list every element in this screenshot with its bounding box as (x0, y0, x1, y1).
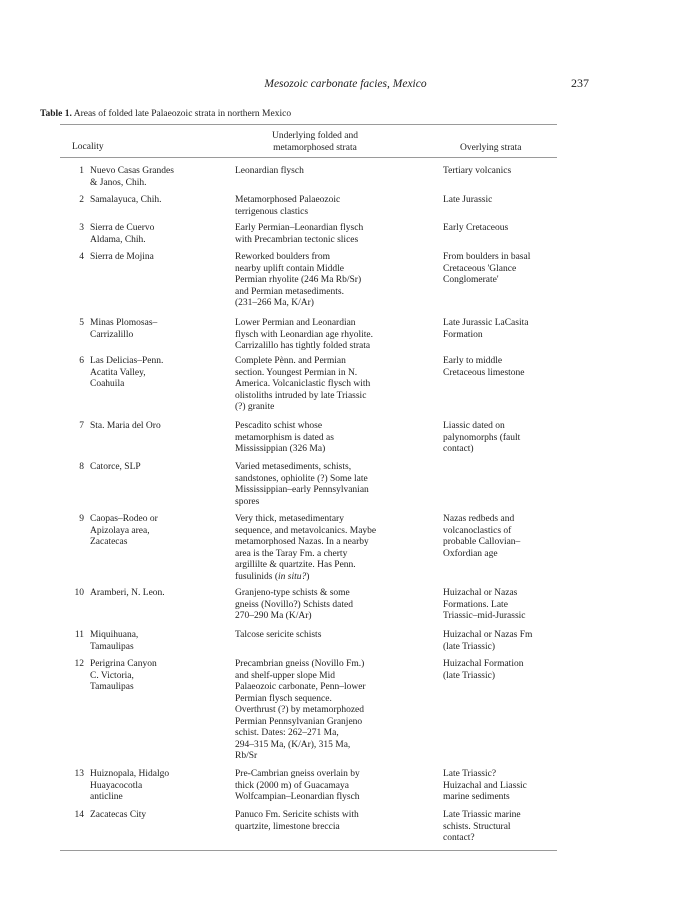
underlying-strata-cell: Lower Permian and Leonardian flysch with Leonardian age rhyolite. Carrizalillo has tightly folded strata (235, 318, 373, 351)
row-number: 14 (74, 810, 84, 820)
locality-cell: Nuevo Casas Grandes & Janos, Chih. (90, 166, 174, 188)
locality-cell: Caopas–Rodeo or Apizolaya area, Zacatecas (90, 514, 158, 547)
column-header-locality: Locality (72, 142, 104, 152)
overlying-strata-cell: Late Triassic marine schists. Structural contact? (443, 810, 521, 843)
locality-cell: Zacatecas City (90, 810, 147, 820)
locality-cell: Sierra de Mojina (90, 252, 154, 262)
table-caption-text: Areas of folded late Palaeozoic strata in northern Mexico (73, 109, 292, 119)
underlying-strata-cell: Reworked boulders from nearby uplift contain Middle Permian rhyolite (246 Ma Rb/Sr) and Permian metasediments. (231–266 Ma, K/Ar) (235, 252, 362, 308)
table-caption-label: Table 1. (40, 109, 72, 119)
row-number: 1 (79, 166, 84, 176)
table-caption (40, 109, 291, 119)
overlying-strata-cell: Nazas redbeds and volcanoclastics of probable Callovian– Oxfordian age (443, 514, 521, 559)
row-number: 7 (79, 421, 84, 431)
column-header-underlying: Underlying folded and metamorphosed strata (271, 131, 358, 153)
underlying-strata-cell: Granjeno-type schists & some gneiss (Novillo?) Schists dated 270–290 Ma (K/Ar) (235, 588, 353, 621)
locality-cell: Sta. Maria del Oro (90, 421, 161, 431)
row-number: 11 (74, 630, 84, 640)
row-number: 5 (79, 318, 84, 328)
overlying-strata-cell: Tertiary volcanics (443, 166, 512, 176)
overlying-strata-cell: Early Cretaceous (443, 223, 509, 233)
locality-cell: Catorce, SLP (90, 462, 141, 472)
table-header-rule (60, 157, 557, 158)
overlying-strata-cell: Early to middle Cretaceous limestone (443, 356, 525, 378)
underlying-strata-cell: Talcose sericite schists (235, 630, 322, 640)
underlying-strata-cell: Precambrian gneiss (Novillo Fm.) and shelf-upper slope Mid Palaeozoic carbonate, Penn–lower Permian flysch sequence. Overthrust (?) by metamorphozed Permian Pennsylvanian Granjeno schist. Dates: 262–271 Ma, 294–315 Ma, (K/Ar), 315 Ma, Rb/Sr (235, 659, 366, 761)
underlying-strata-cell: Pescadito schist whose metamorphism is dated as Mississippian (326 Ma) (235, 421, 334, 454)
table-top-rule (60, 124, 557, 125)
table-bottom-rule (60, 850, 557, 851)
row-number: 4 (79, 252, 84, 262)
page-number: 237 (571, 76, 589, 90)
locality-cell: Minas Plomosas– Carrizalillo (90, 318, 158, 340)
row-number: 12 (74, 659, 84, 669)
locality-cell: Miquihuana, Tamaulipas (90, 630, 139, 652)
locality-cell: Huiznopala, Hidalgo Huayacocotla anticline (90, 769, 170, 802)
row-number: 2 (79, 195, 84, 205)
row-number: 10 (74, 588, 84, 598)
underlying-strata-cell: Panuco Fm. Sericite schists with quartzite, limestone breccia (235, 810, 359, 832)
underlying-strata-cell: Early Permian–Leonardian flysch with Precambrian tectonic slices (235, 223, 364, 245)
underlying-strata-cell: Metamorphosed Palaeozoic terrigenous clastics (235, 195, 341, 217)
overlying-strata-cell: Late Jurassic LaCasita Formation (443, 318, 529, 340)
overlying-strata-cell: From boulders in basal Cretaceous 'Glance Conglomerate' (443, 252, 531, 285)
row-number: 8 (79, 462, 84, 472)
row-number: 13 (74, 769, 84, 779)
overlying-strata-cell: Huizachal Formation (late Triassic) (443, 659, 524, 681)
overlying-strata-cell: Late Jurassic (443, 195, 493, 205)
row-number: 6 (79, 356, 84, 366)
overlying-strata-cell: Late Triassic? Huizachal and Liassic marine sediments (443, 769, 527, 802)
overlying-strata-cell: Liassic dated on palynomorphs (fault contact) (443, 421, 521, 454)
underlying-strata-cell: Varied metasediments, schists, sandstones, ophiolite (?) Some late Mississippian–early Pennsylvanian spores (235, 462, 369, 507)
overlying-strata-cell: Huizachal or Nazas Formations. Late Triassic–mid-Jurassic (443, 588, 526, 621)
locality-cell: Sierra de Cuervo Aldama, Chih. (90, 223, 155, 245)
underlying-strata-cell: Complete Pènn. and Permian section. Youngest Permian in N. America. Volcaniclastic flysch with olistoliths intruded by late Triassic (?) granite (235, 356, 371, 412)
locality-cell: Aramberi, N. Leon. (90, 588, 165, 598)
locality-cell: Perigrina Canyon C. Victoria, Tamaulipas (90, 659, 157, 692)
column-header-overlying: Overlying strata (460, 143, 522, 153)
running-title: Mesozoic carbonate facies, Mexico (264, 78, 427, 90)
underlying-strata-cell: Very thick, metasedimentary sequence, and metavolcanics. Maybe metamorphosed Nazas. In a nearby area is the Taray Fm. a cherty argillilte & quartzite. Has Penn. fusulinids (in situ?) (235, 514, 377, 582)
row-number: 3 (79, 223, 84, 233)
underlying-strata-cell: Pre-Cambrian gneiss overlain by thick (2000 m) of Guacamaya Wolfcampian–Leonardian flysch (235, 769, 360, 802)
row-number: 9 (79, 514, 84, 524)
locality-cell: Samalayuca, Chih. (90, 195, 162, 205)
locality-cell: Las Delicias–Penn. Acatita Valley, Coahuila (90, 356, 164, 389)
underlying-strata-cell: Leonardian flysch (235, 166, 304, 176)
overlying-strata-cell: Huizachal or Nazas Fm (late Triassic) (443, 630, 533, 652)
